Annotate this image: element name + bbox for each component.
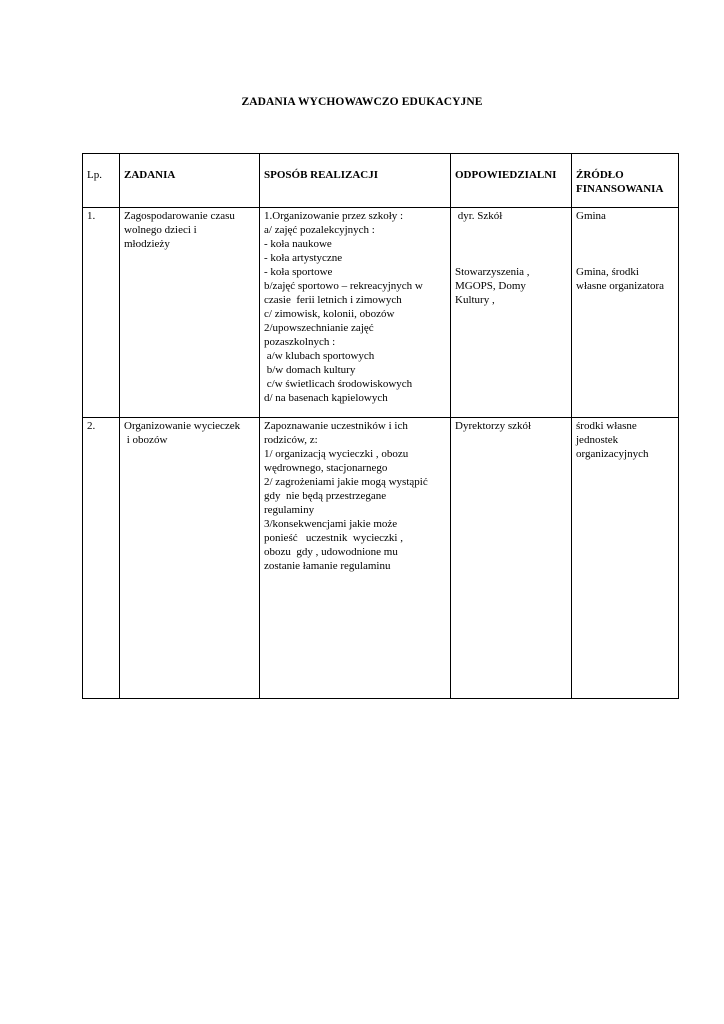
- cell-line: 1/ organizacją wycieczki , obozu: [264, 448, 409, 460]
- cell-line: dyr. Szkół: [455, 210, 503, 222]
- header-zrodlo-finansowania: [572, 154, 679, 208]
- cell-line: jednostek: [576, 434, 619, 446]
- cell-line: wolnego dzieci i: [124, 224, 197, 236]
- cell-line: Gmina, środki: [576, 266, 639, 278]
- cell-lp: 1.: [83, 208, 120, 418]
- cell-line: regulaminy: [264, 504, 315, 516]
- cell-line: MGOPS, Domy: [455, 280, 526, 292]
- cell-line: a/w klubach sportowych: [264, 350, 375, 362]
- cell-line: zostanie łamanie regulaminu: [264, 560, 391, 572]
- cell-line: wędrownego, stacjonarnego: [264, 462, 388, 474]
- cell-odpowiedzialni: [451, 208, 572, 418]
- cell-zadania: [120, 418, 260, 699]
- cell-line: - koła sportowe: [264, 266, 333, 278]
- header-odpowiedzialni: ODPOWIEDZIALNI: [451, 154, 572, 208]
- cell-line: obozu gdy , udowodnione mu: [264, 546, 398, 558]
- cell-odpowiedzialni: [451, 418, 572, 699]
- cell-spacer: [576, 223, 678, 265]
- table-row: [83, 418, 679, 699]
- cell-spacer: [455, 223, 571, 265]
- cell-line: 2/upowszechnianie zajęć: [264, 322, 374, 334]
- cell-line: Kultury ,: [455, 294, 495, 306]
- cell-line: 1.Organizowanie przez szkoły :: [264, 210, 404, 222]
- header-zrodlo-line1: ŹRÓDŁO: [576, 169, 624, 181]
- cell-line: własne organizatora: [576, 280, 665, 292]
- cell-line: czasie ferii letnich i zimowych: [264, 294, 402, 306]
- cell-line: Dyrektorzy szkół: [455, 420, 532, 432]
- cell-line: 3/konsekwencjami jakie może: [264, 518, 398, 530]
- cell-line: Organizowanie wycieczek: [124, 420, 241, 432]
- cell-line: b/zajęć sportowo – rekreacyjnych w: [264, 280, 423, 292]
- table-row: [83, 208, 679, 418]
- cell-line: - koła artystyczne: [264, 252, 343, 264]
- header-sposob-realizacji: SPOSÓB REALIZACJI: [260, 154, 451, 208]
- cell-line: b/w domach kultury: [264, 364, 356, 376]
- cell-sposob-realizacji: [260, 208, 451, 418]
- header-lp: Lp.: [83, 154, 120, 208]
- cell-zrodlo-finansowania: [572, 418, 679, 699]
- cell-line: gdy nie będą przestrzegane: [264, 490, 387, 502]
- cell-line: - koła naukowe: [264, 238, 332, 250]
- cell-sposob-realizacji: [260, 418, 451, 699]
- cell-line: c/ zimowisk, kolonii, obozów: [264, 308, 395, 320]
- table-header-row: [83, 154, 679, 208]
- cell-line: rodziców, z:: [264, 434, 318, 446]
- cell-line: pozaszkolnych :: [264, 336, 336, 348]
- cell-line: a/ zajęć pozalekcyjnych :: [264, 224, 375, 236]
- cell-line: Zapoznawanie uczestników i ich: [264, 420, 408, 432]
- cell-line: młodzieży: [124, 238, 170, 250]
- tasks-table: [82, 153, 679, 699]
- cell-line: Gmina: [576, 210, 606, 222]
- cell-line: ponieść uczestnik wycieczki ,: [264, 532, 403, 544]
- cell-line: Zagospodarowanie czasu: [124, 210, 235, 222]
- cell-zadania: [120, 208, 260, 418]
- cell-line: 2/ zagrożeniami jakie mogą wystąpić: [264, 476, 428, 488]
- cell-line: i obozów: [124, 434, 168, 446]
- cell-lp: 2.: [83, 418, 120, 699]
- cell-line: organizacyjnych: [576, 448, 649, 460]
- header-zadania: ZADANIA: [120, 154, 260, 208]
- cell-line: c/w świetlicach środowiskowych: [264, 378, 413, 390]
- cell-line: Stowarzyszenia ,: [455, 266, 530, 278]
- cell-zrodlo-finansowania: [572, 208, 679, 418]
- cell-line: d/ na basenach kąpielowych: [264, 392, 388, 404]
- page-title: ZADANIA WYCHOWAWCZO EDUKACYJNE: [241, 96, 483, 108]
- header-zrodlo-line2: FINANSOWANIA: [576, 183, 664, 195]
- cell-line: środki własne: [576, 420, 637, 432]
